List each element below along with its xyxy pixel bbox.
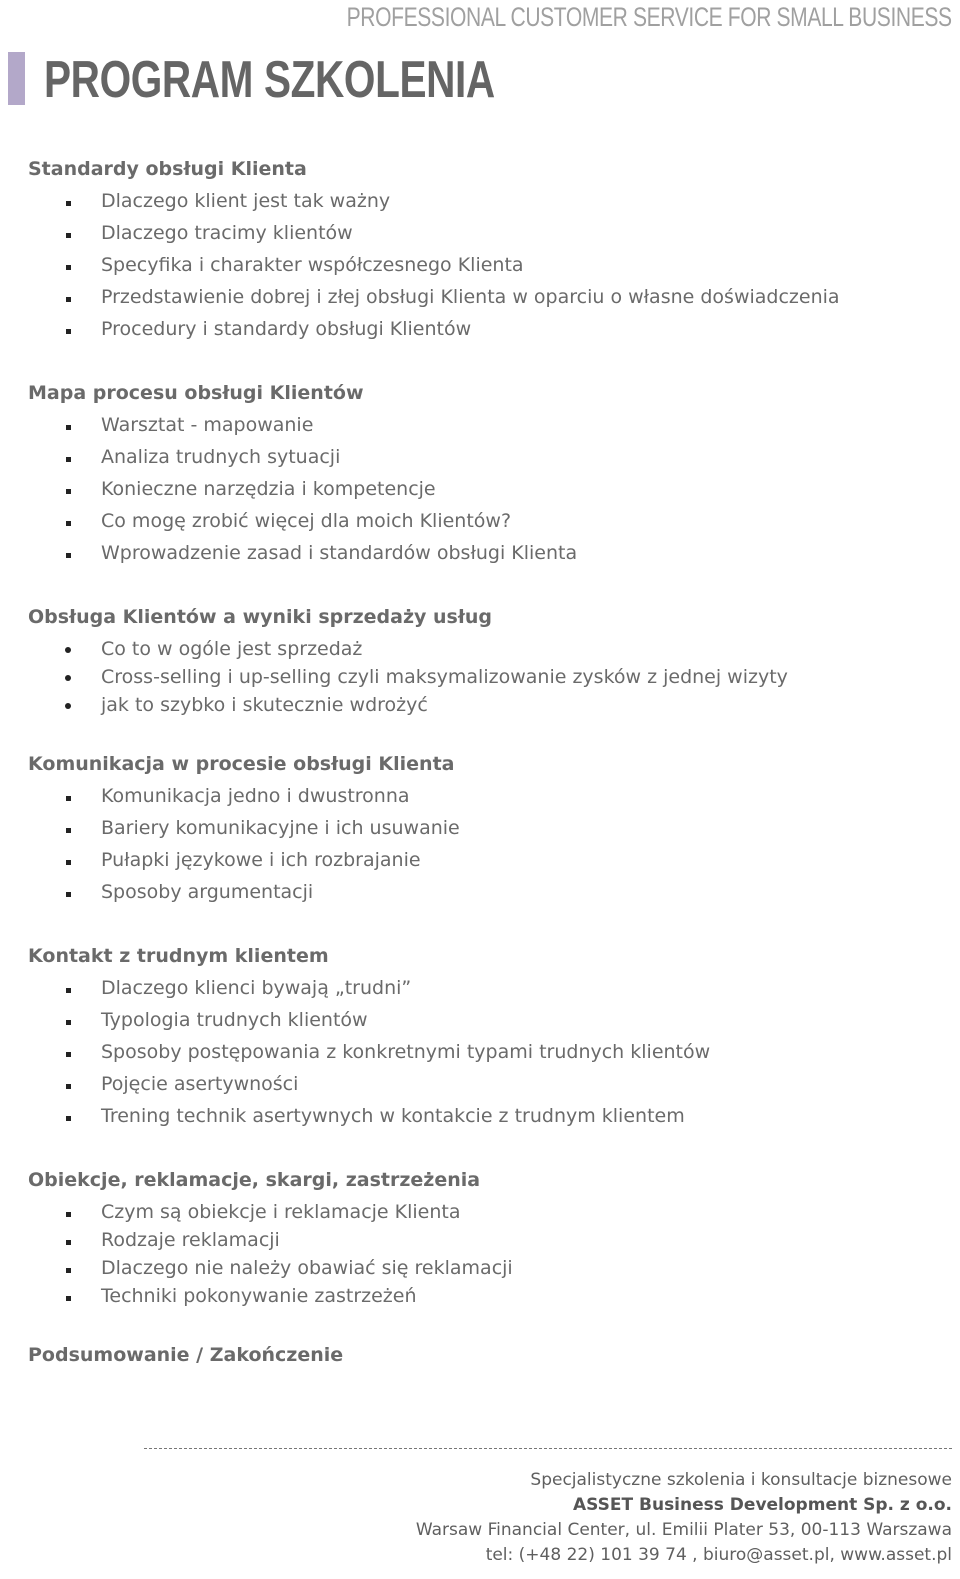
list-item: Dlaczego nie należy obawiać się reklamacji: [101, 1257, 513, 1279]
bullet-icon: [66, 1116, 71, 1121]
footer-divider: [144, 1448, 952, 1449]
footer-address: Warsaw Financial Center, ul. Emilii Plater 53, 00-113 Warszawa: [415, 1520, 952, 1540]
list-item: Typologia trudnych klientów: [101, 1009, 368, 1031]
list-item: Dlaczego klient jest tak ważny: [101, 190, 391, 212]
list-item: Sposoby argumentacji: [101, 881, 314, 903]
bullet-icon: [66, 297, 71, 302]
list-item: Konieczne narzędzia i kompetencje: [101, 478, 436, 500]
bullet-icon: [65, 703, 71, 709]
bullet-icon: [66, 201, 71, 206]
bullet-icon: [66, 1240, 71, 1245]
page-title: PROGRAM SZKOLENIA: [44, 51, 495, 109]
bullet-icon: [66, 457, 71, 462]
bullet-icon: [66, 329, 71, 334]
list-item: Czym są obiekcje i reklamacje Klienta: [101, 1201, 461, 1223]
bullet-icon: [66, 892, 71, 897]
list-item: Co mogę zrobić więcej dla moich Klientów?: [101, 510, 512, 532]
list-item: Procedury i standardy obsługi Klientów: [101, 318, 472, 340]
list-item: Pułapki językowe i ich rozbrajanie: [101, 849, 421, 871]
section-heading-podsumowanie: Podsumowanie / Zakończenie: [28, 1344, 344, 1366]
bullet-icon: [66, 1296, 71, 1301]
footer-company-name: ASSET Business Development Sp. z o.o.: [573, 1495, 952, 1515]
bullet-icon: [66, 1084, 71, 1089]
section-heading-standardy: Standardy obsługi Klienta: [28, 158, 307, 180]
bullet-icon: [66, 1212, 71, 1217]
bullet-icon: [66, 1020, 71, 1025]
list-item: Wprowadzenie zasad i standardów obsługi Klienta: [101, 542, 578, 564]
list-item: Dlaczego tracimy klientów: [101, 222, 353, 244]
section-heading-mapa: Mapa procesu obsługi Klientów: [28, 382, 364, 404]
section-heading-komunikacja: Komunikacja w procesie obsługi Klienta: [28, 753, 455, 775]
bullet-icon: [66, 553, 71, 558]
list-item: Warsztat - mapowanie: [101, 414, 314, 436]
bullet-icon: [66, 1052, 71, 1057]
bullet-icon: [66, 521, 71, 526]
footer-tagline: Specjalistyczne szkolenia i konsultacje biznesowe: [530, 1470, 952, 1490]
bullet-icon: [66, 489, 71, 494]
bullet-icon: [66, 988, 71, 993]
title-accent-bar: [8, 52, 25, 105]
list-item: Cross-selling i up-selling czyli maksymalizowanie zysków z jednej wizyty: [101, 666, 788, 688]
bullet-icon: [65, 647, 71, 653]
list-item: Specyfika i charakter współczesnego Klienta: [101, 254, 524, 276]
bullet-icon: [66, 828, 71, 833]
section-heading-obsluga-sprzedaz: Obsługa Klientów a wyniki sprzedaży usług: [28, 606, 493, 628]
list-item: Bariery komunikacyjne i ich usuwanie: [101, 817, 460, 839]
list-item: Trening technik asertywnych w kontakcie z trudnym klientem: [101, 1105, 685, 1127]
bullet-icon: [66, 425, 71, 430]
list-item: Rodzaje reklamacji: [101, 1229, 280, 1251]
list-item: Dlaczego klienci bywają „trudni”: [101, 977, 412, 999]
list-item: Pojęcie asertywności: [101, 1073, 299, 1095]
bullet-icon: [66, 860, 71, 865]
section-heading-obiekcje: Obiekcje, reklamacje, skargi, zastrzeżenia: [28, 1169, 481, 1191]
list-item: Techniki pokonywanie zastrzeżeń: [101, 1285, 417, 1307]
document-header-title: PROFESSIONAL CUSTOMER SERVICE FOR SMALL BUSINESS: [346, 2, 952, 32]
list-item: Komunikacja jedno i dwustronna: [101, 785, 410, 807]
list-item: Sposoby postępowania z konkretnymi typami trudnych klientów: [101, 1041, 711, 1063]
footer-contact: tel: (+48 22) 101 39 74 , biuro@asset.pl, www.asset.pl: [485, 1545, 952, 1565]
list-item: jak to szybko i skutecznie wdrożyć: [101, 694, 428, 716]
section-heading-trudny-klient: Kontakt z trudnym klientem: [28, 945, 329, 967]
bullet-icon: [66, 265, 71, 270]
bullet-icon: [66, 1268, 71, 1273]
bullet-icon: [65, 675, 71, 681]
bullet-icon: [66, 233, 71, 238]
list-item: Przedstawienie dobrej i złej obsługi Klienta w oparciu o własne doświadczenia: [101, 286, 840, 308]
bullet-icon: [66, 796, 71, 801]
list-item: Co to w ogóle jest sprzedaż: [101, 638, 363, 660]
list-item: Analiza trudnych sytuacji: [101, 446, 341, 468]
